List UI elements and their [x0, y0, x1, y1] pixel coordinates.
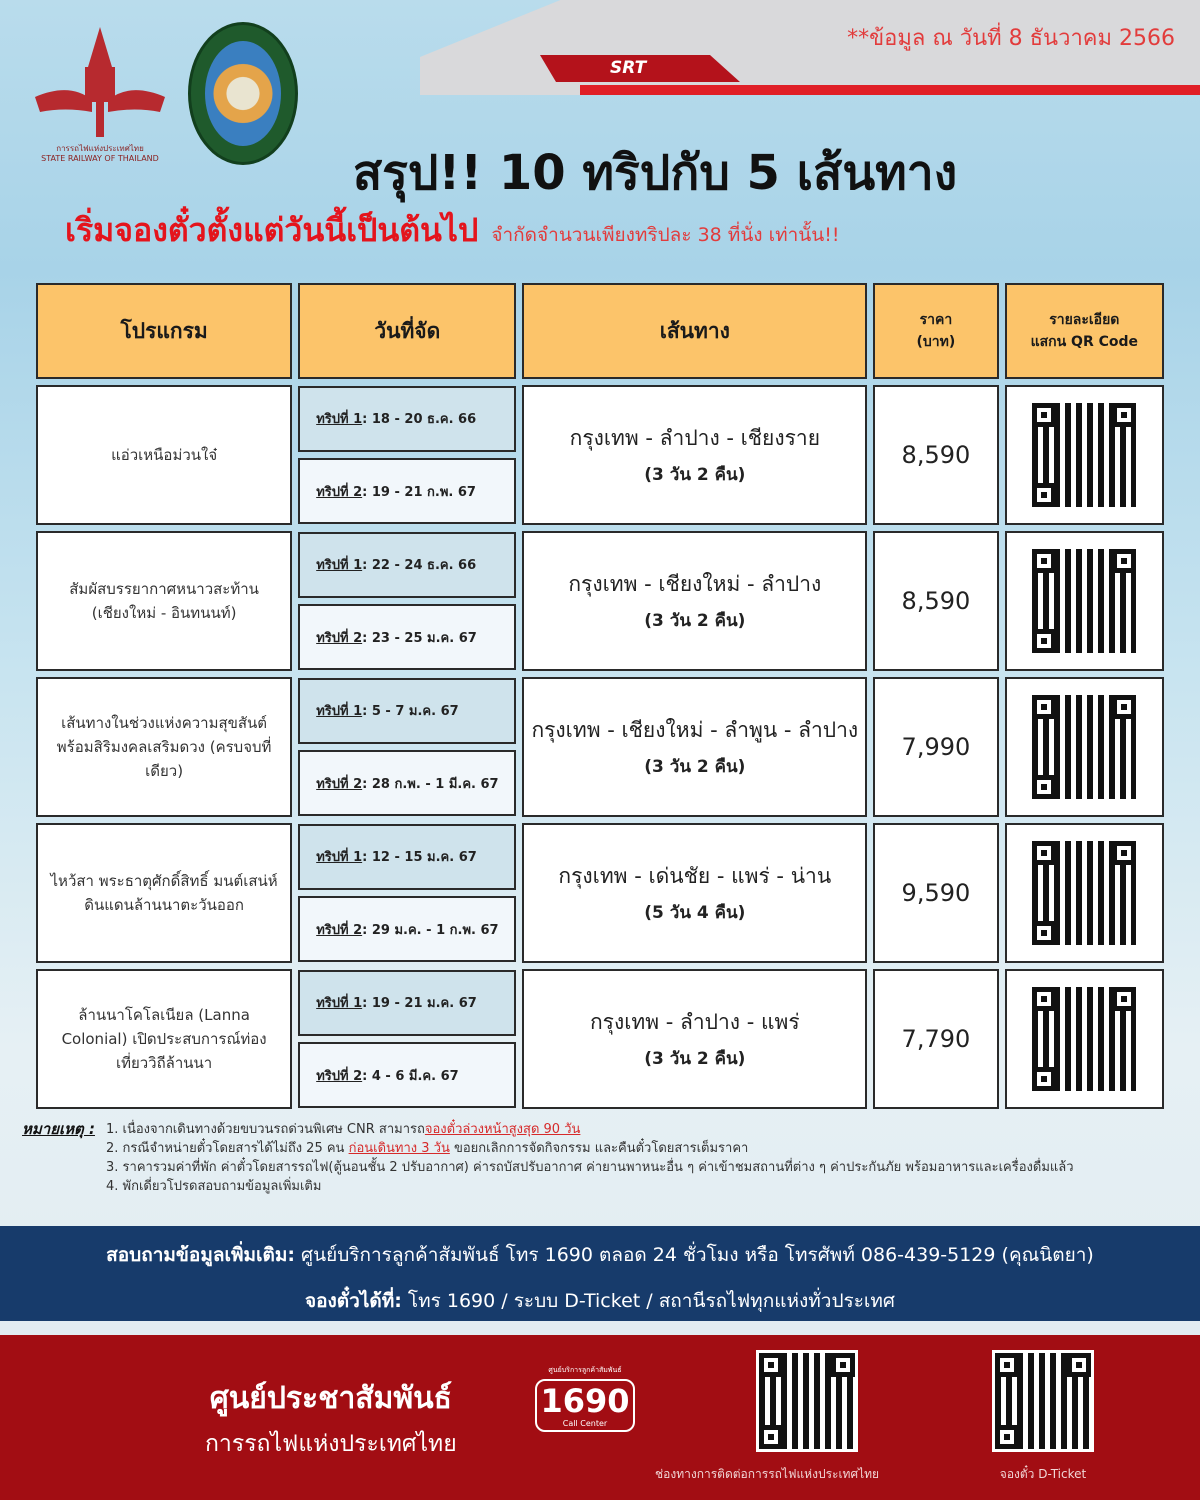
trip-2-date: : 28 ก.พ. - 1 มี.ค. 67 [362, 776, 499, 792]
contact-bar [0, 1226, 1200, 1321]
route-text: กรุงเทพ - เชียงใหม่ - ลำปาง [568, 572, 822, 596]
trip-2-date: : 19 - 21 ก.พ. 67 [362, 484, 476, 500]
note-3: 3. ราคารวมค่าที่พัก ค่าตั๋วโดยสารรถไฟ(ตู้นอนชั้น 2 ปรับอากาศ) ค่ารถบัสปรับอากาศ ค่ายานพาหนะอื่น ๆ ค่าเข้าชมสถานที่ต่าง ๆ ค่าประกันภัย พร้อมอาหารและเครื่องดื่มแล้ว [106, 1160, 1074, 1175]
contact-line-2 [0, 1286, 1200, 1316]
qr-cell[interactable] [1005, 385, 1164, 525]
program-name: ไหว้สา พระธาตุศักดิ์สิทธิ์ มนต์เสน่ห์ ดินแดนล้านนาตะวันออก [36, 823, 292, 963]
subtitle-main: เริ่มจองตั๋วตั้งแต่วันนี้เป็นต้นไป [65, 211, 479, 249]
notes-label: หมายเหตุ : [22, 1120, 95, 1138]
contact-line-2-text: โทร 1690 / ระบบ D-Ticket / สถานีรถไฟทุกแห่งทั่วประเทศ [401, 1290, 895, 1312]
qr-cell[interactable] [1005, 531, 1164, 671]
trip-dates [298, 823, 516, 963]
qr-cell[interactable] [1005, 969, 1164, 1109]
route-duration: (5 วัน 4 คืน) [644, 903, 746, 923]
header-route: เส้นทาง [522, 283, 867, 379]
srt-emblem-icon [30, 22, 170, 142]
trip-1-date: : 18 - 20 ธ.ค. 66 [362, 412, 477, 427]
program-name: เส้นทางในช่วงแห่งความสุขสันต์ พร้อมสิริมงคลเสริมดวง (ครบจบที่เดียว) [36, 677, 292, 817]
route-text: กรุงเทพ - ลำปาง - แพร่ [589, 1010, 800, 1034]
header-price [873, 283, 998, 379]
pr-center [205, 1375, 457, 1462]
qr-code-icon[interactable] [1032, 987, 1136, 1091]
subtitle [65, 205, 840, 256]
table-row [36, 531, 1164, 671]
route-duration: (3 วัน 2 คืน) [644, 1049, 746, 1069]
price: 9,590 [873, 823, 998, 963]
call-center-badge [535, 1365, 635, 1445]
trip-dates [298, 677, 516, 817]
header-price-line1: ราคา [919, 312, 953, 328]
trip-2 [298, 604, 516, 670]
trip-1-label: ทริปที่ 1 [316, 558, 363, 573]
trip-1-label: ทริปที่ 1 [316, 412, 363, 427]
qr-cell[interactable] [1005, 823, 1164, 963]
trip-1 [298, 824, 516, 890]
trip-1-label: ทริปที่ 1 [316, 704, 363, 719]
contact-line-1 [0, 1240, 1200, 1270]
trip-2-label: ทริปที่ 2 [316, 1068, 363, 1084]
qr1-caption: ช่องทางการติดต่อการรถไฟแห่งประเทศไทย [655, 1467, 880, 1481]
header-program: โปรแกรม [36, 283, 292, 379]
date-note: **ข้อมูล ณ วันที่ 8 ธันวาคม 2566 [847, 26, 1175, 51]
trip-2-label: ทริปที่ 2 [316, 630, 363, 646]
footer-qr-dticket[interactable] [995, 1353, 1091, 1484]
route-text: กรุงเทพ - ลำปาง - เชียงราย [569, 426, 820, 450]
header-qr [1005, 283, 1164, 379]
trip-1 [298, 386, 516, 452]
page-title: สรุป!! 10 ทริปกับ 5 เส้นทาง [352, 145, 958, 201]
srt-label: SRT [610, 58, 647, 78]
trips-table [30, 277, 1170, 1115]
qr2-caption: จองตั๋ว D-Ticket [999, 1467, 1087, 1481]
trip-dates [298, 969, 516, 1109]
trip-2-label: ทริปที่ 2 [316, 776, 363, 792]
qr-code-icon[interactable] [995, 1353, 1091, 1449]
table-row [36, 385, 1164, 525]
table-row [36, 677, 1164, 817]
price: 7,990 [873, 677, 998, 817]
header-price-line2: (บาท) [916, 334, 956, 350]
qr-code-icon[interactable] [759, 1353, 855, 1449]
call-number: 1690 [540, 1382, 630, 1420]
note-4: 4. พักเดี่ยวโปรดสอบถามข้อมูลเพิ่มเติม [106, 1179, 322, 1194]
table-header-row [36, 283, 1164, 379]
price: 8,590 [873, 385, 998, 525]
route [522, 677, 867, 817]
trip-2 [298, 896, 516, 962]
trip-1-date: : 19 - 21 ม.ค. 67 [362, 996, 477, 1011]
subtitle-note: จำกัดจำนวนเพียงทริปละ 38 ที่นั่ง เท่านั้น!! [491, 224, 840, 246]
footer-qr-contact[interactable] [655, 1353, 880, 1484]
note-2-text: 2. กรณีจำหน่ายตั๋วโดยสารได้ไม่ถึง 25 คน [106, 1141, 349, 1156]
trip-2-date: : 23 - 25 ม.ค. 67 [362, 630, 477, 646]
trip-1-label: ทริปที่ 1 [316, 850, 363, 865]
qr-code-icon[interactable] [1032, 695, 1136, 799]
trip-1-date: : 5 - 7 ม.ค. 67 [362, 704, 459, 719]
note-1-text: 1. เนื่องจากเดินทางด้วยขบวนรถด่วนพิเศษ CNR สามารถ [106, 1122, 425, 1137]
note-1 [106, 1120, 1074, 1139]
program-name: สัมผัสบรรยากาศหนาวสะท้าน (เชียงใหม่ - อินทนนท์) [36, 531, 292, 671]
call-center-label: Call Center [562, 1419, 608, 1428]
table-row [36, 823, 1164, 963]
header-qr-line2: แสกน QR Code [1030, 334, 1139, 350]
trip-1-date: : 12 - 15 ม.ค. 67 [362, 850, 477, 865]
srt-stripe [540, 55, 1200, 100]
call-box [535, 1379, 635, 1432]
trip-2 [298, 1042, 516, 1108]
pr-subtitle: การรถไฟแห่งประเทศไทย [205, 1431, 457, 1457]
footer [0, 1335, 1200, 1500]
contact-line-1-label: สอบถามข้อมูลเพิ่มเติม: [106, 1244, 295, 1266]
route-duration: (3 วัน 2 คืน) [644, 465, 746, 485]
pr-title: ศูนย์ประชาสัมพันธ์ [209, 1381, 452, 1416]
trip-2 [298, 458, 516, 524]
route [522, 531, 867, 671]
route-text: กรุงเทพ - เด่นชัย - แพร่ - น่าน [558, 864, 832, 888]
note-1-highlight: จองตั๋วล่วงหน้าสูงสุด 90 วัน [424, 1122, 581, 1137]
table-row [36, 969, 1164, 1109]
call-tiny: ศูนย์บริการลูกค้าสัมพันธ์ [548, 1366, 622, 1374]
program-name: ล้านนาโคโลเนียล (Lanna Colonial) เปิดประสบการณ์ท่องเที่ยววิถีล้านนา [36, 969, 292, 1109]
university-emblem-icon [205, 41, 281, 146]
trip-2-date: : 4 - 6 มี.ค. 67 [362, 1068, 459, 1084]
price: 8,590 [873, 531, 998, 671]
trip-2-date: : 29 ม.ค. - 1 ก.พ. 67 [362, 922, 499, 938]
route [522, 823, 867, 963]
route-duration: (3 วัน 2 คืน) [644, 757, 746, 777]
trip-1-date: : 22 - 24 ธ.ค. 66 [362, 558, 477, 573]
trip-dates [298, 531, 516, 671]
srt-caption-th: การรถไฟแห่งประเทศไทย [56, 144, 144, 153]
qr-cell[interactable] [1005, 677, 1164, 817]
srt-caption-en: STATE RAILWAY OF THAILAND [41, 154, 159, 163]
header-dates: วันที่จัด [298, 283, 516, 379]
route-text: กรุงเทพ - เชียงใหม่ - ลำพูน - ลำปาง [531, 718, 859, 742]
trip-2-label: ทริปที่ 2 [316, 922, 363, 938]
qr-code-icon[interactable] [1032, 841, 1136, 945]
trip-dates [298, 385, 516, 525]
trip-2 [298, 750, 516, 816]
contact-line-1-text: ศูนย์บริการลูกค้าสัมพันธ์ โทร 1690 ตลอด 24 ชั่วโมง หรือ โทรศัพท์ 086-439-5129 (คุณนิตยา) [295, 1244, 1094, 1266]
trip-1 [298, 532, 516, 598]
trip-1-label: ทริปที่ 1 [316, 996, 363, 1011]
price: 7,790 [873, 969, 998, 1109]
trip-1 [298, 970, 516, 1036]
contact-line-2-label: จองตั๋วได้ที่: [304, 1290, 402, 1312]
trip-2-label: ทริปที่ 2 [316, 484, 363, 500]
notes [22, 1120, 1074, 1196]
srt-stripe-line [580, 85, 1200, 95]
route-duration: (3 วัน 2 คืน) [644, 611, 746, 631]
qr-code-icon[interactable] [1032, 403, 1136, 507]
qr-code-icon[interactable] [1032, 549, 1136, 653]
note-2-highlight: ก่อนเดินทาง 3 วัน [348, 1141, 450, 1156]
header-qr-line1: รายละเอียด [1049, 312, 1120, 328]
program-name: แอ่วเหนือม่วนใจ๋ [36, 385, 292, 525]
route [522, 969, 867, 1109]
trip-1 [298, 678, 516, 744]
note-2 [106, 1139, 1074, 1158]
note-2-text-b: ขอยกเลิกการจัดกิจกรรม และคืนตั๋วโดยสารเต็มราคา [449, 1141, 749, 1156]
route [522, 385, 867, 525]
